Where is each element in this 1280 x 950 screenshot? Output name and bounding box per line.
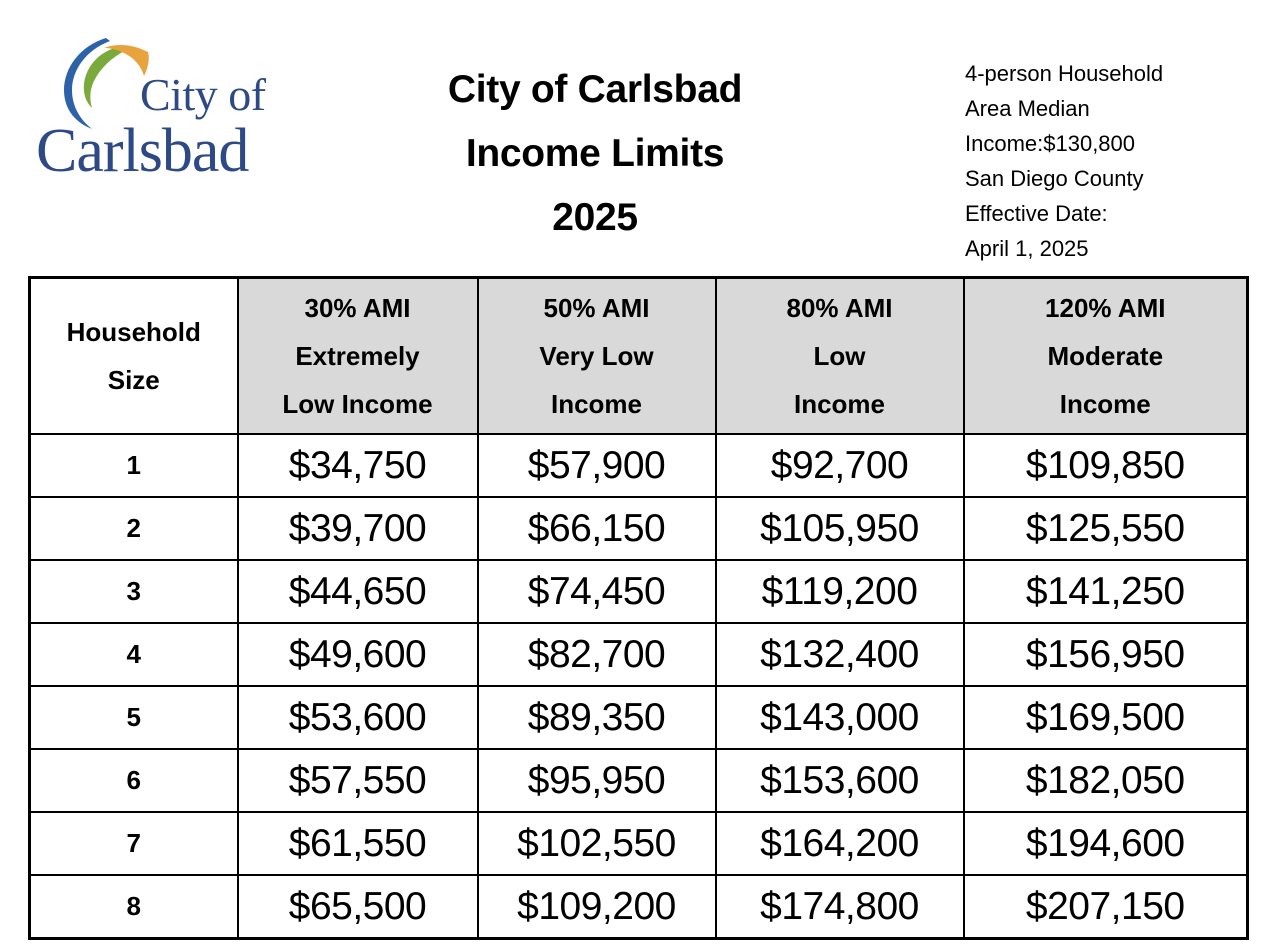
cell-household-size: 1 [30, 434, 238, 497]
cell-ami-80-limit: $153,600 [716, 749, 964, 812]
cell-household-size: 8 [30, 875, 238, 939]
column-header-line: Low [813, 341, 866, 371]
column-header-line: Extremely [295, 341, 420, 371]
table-row [30, 434, 1248, 497]
cell-household-size: 3 [30, 560, 238, 623]
column-header-line: Size [107, 365, 160, 395]
column-header-line: Moderate [1047, 341, 1164, 371]
column-header-50-ami [478, 278, 716, 435]
cell-ami-120-limit: $109,850 [964, 434, 1248, 497]
cell-ami-120-limit: $194,600 [964, 812, 1248, 875]
cell-ami-30-limit: $34,750 [238, 434, 478, 497]
cell-ami-50-limit: $109,200 [478, 875, 716, 939]
meta-line-income-amount: Income:$130,800 [965, 131, 1136, 156]
cell-ami-30-limit: $49,600 [238, 623, 478, 686]
cell-household-size: 4 [30, 623, 238, 686]
cell-ami-120-limit: $207,150 [964, 875, 1248, 939]
table-row [30, 749, 1248, 812]
cell-ami-80-limit: $92,700 [716, 434, 964, 497]
meta-line-county: San Diego County [965, 166, 1144, 191]
document-meta-block [965, 56, 1265, 266]
cell-ami-120-limit: $141,250 [964, 560, 1248, 623]
cell-household-size: 5 [30, 686, 238, 749]
meta-line-household: 4-person Household [965, 61, 1164, 86]
document-header [0, 0, 1280, 272]
cell-ami-120-limit: $156,950 [964, 623, 1248, 686]
carlsbad-swoosh-icon [36, 30, 156, 140]
column-header-line: Household [66, 317, 201, 347]
column-header-line: Very Low [539, 341, 654, 371]
column-header-line: 120% AMI [1045, 293, 1166, 323]
logo-line-city-of: City of [140, 69, 266, 120]
column-header-line: 50% AMI [543, 293, 650, 323]
column-header-line: Income [550, 389, 643, 419]
table-row [30, 497, 1248, 560]
table-header-row [30, 278, 1248, 435]
page-title [330, 58, 860, 250]
cell-ami-80-limit: $174,800 [716, 875, 964, 939]
cell-household-size: 6 [30, 749, 238, 812]
title-line-3-year: 2025 [552, 196, 638, 239]
column-header-household-size [30, 278, 238, 435]
column-header-line: 80% AMI [786, 293, 893, 323]
cell-ami-30-limit: $61,550 [238, 812, 478, 875]
meta-line-effective-date-value: April 1, 2025 [965, 236, 1089, 261]
column-header-line: 30% AMI [304, 293, 411, 323]
cell-ami-80-limit: $105,950 [716, 497, 964, 560]
cell-ami-50-limit: $74,450 [478, 560, 716, 623]
cell-household-size: 2 [30, 497, 238, 560]
cell-ami-120-limit: $125,550 [964, 497, 1248, 560]
column-header-80-ami [716, 278, 964, 435]
table-row [30, 623, 1248, 686]
income-limits-table-container [28, 276, 1246, 940]
cell-ami-50-limit: $89,350 [478, 686, 716, 749]
meta-line-area-median: Area Median [965, 96, 1090, 121]
cell-ami-30-limit: $65,500 [238, 875, 478, 939]
cell-ami-30-limit: $44,650 [238, 560, 478, 623]
column-header-line: Income [793, 389, 886, 419]
table-row [30, 875, 1248, 939]
table-body [30, 434, 1248, 939]
cell-ami-30-limit: $53,600 [238, 686, 478, 749]
cell-ami-50-limit: $82,700 [478, 623, 716, 686]
logo-line-carlsbad: Carlsbad [36, 117, 249, 185]
cell-ami-30-limit: $57,550 [238, 749, 478, 812]
cell-ami-80-limit: $119,200 [716, 560, 964, 623]
cell-ami-120-limit: $182,050 [964, 749, 1248, 812]
table-row [30, 812, 1248, 875]
cell-ami-50-limit: $95,950 [478, 749, 716, 812]
cell-ami-120-limit: $169,500 [964, 686, 1248, 749]
meta-line-effective-date-label: Effective Date: [965, 201, 1108, 226]
column-header-120-ami [964, 278, 1248, 435]
income-limits-table [28, 276, 1249, 940]
title-line-1: City of Carlsbad [447, 68, 743, 111]
column-header-line: Low Income [282, 389, 433, 419]
cell-ami-50-limit: $102,550 [478, 812, 716, 875]
cell-ami-50-limit: $66,150 [478, 497, 716, 560]
column-header-30-ami [238, 278, 478, 435]
table-row [30, 560, 1248, 623]
table-header [30, 278, 1248, 435]
title-line-2: Income Limits [465, 132, 725, 175]
city-of-carlsbad-logo [36, 28, 296, 185]
cell-ami-80-limit: $143,000 [716, 686, 964, 749]
cell-ami-80-limit: $132,400 [716, 623, 964, 686]
column-header-line: Income [1059, 389, 1151, 419]
cell-ami-80-limit: $164,200 [716, 812, 964, 875]
cell-ami-50-limit: $57,900 [478, 434, 716, 497]
table-row [30, 686, 1248, 749]
cell-household-size: 7 [30, 812, 238, 875]
cell-ami-30-limit: $39,700 [238, 497, 478, 560]
